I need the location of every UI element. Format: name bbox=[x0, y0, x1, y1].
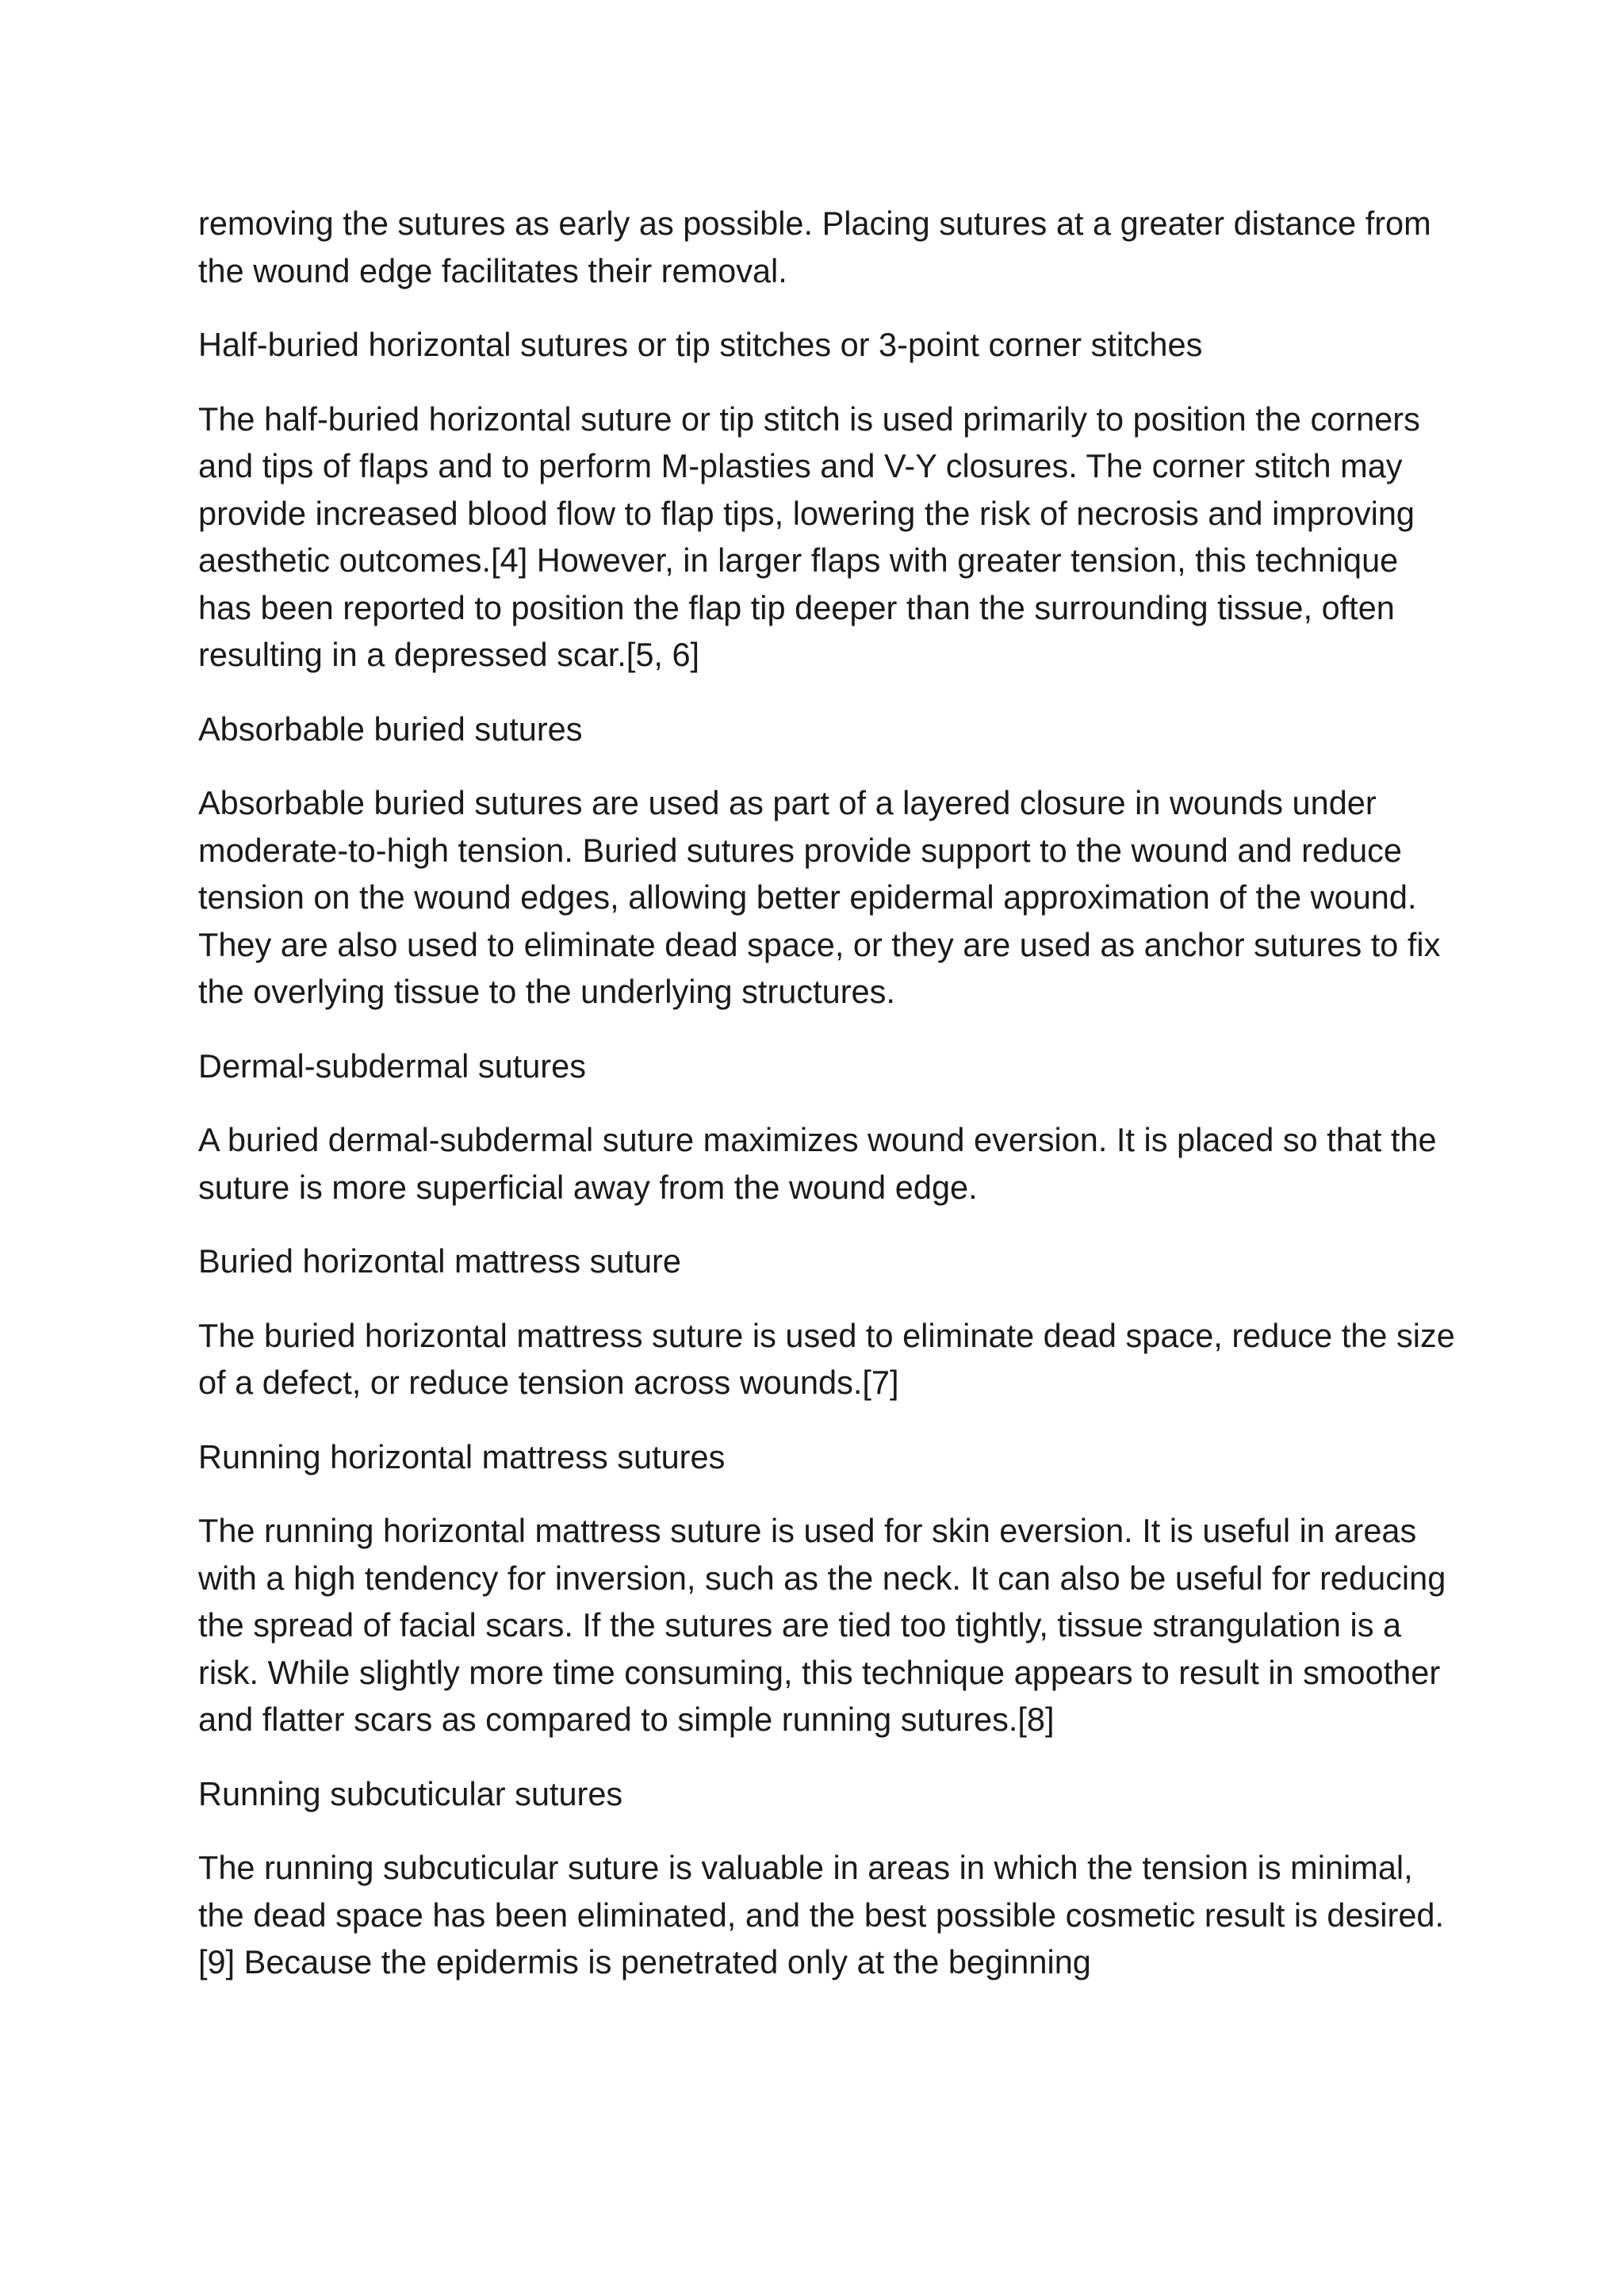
paragraph-buried-horizontal-mattress: The buried horizontal mattress suture is used to eliminate dead space, reduce the size of a defect, or reduce tension across wounds.[7] bbox=[198, 1316, 1455, 1401]
heading-running-subcuticular: Running subcuticular sutures bbox=[198, 1774, 623, 1812]
heading-dermal-subdermal-sutures: Dermal-subdermal sutures bbox=[198, 1047, 586, 1085]
paragraph-running-horizontal-mattress: The running horizontal mattress suture is used for skin eversion. It is useful in areas with a high tendency for inversion, such as the neck. It can also be useful for reducing the spread of facial scars. If the sutures are tied too tightly, tissue strangulation is a risk. While slightly more time consuming, this technique appears to result in smoother and flatter scars as compared to simple running sutures.[8] bbox=[198, 1512, 1446, 1738]
document-page bbox=[198, 200, 1459, 2013]
heading-half-buried-sutures: Half-buried horizontal sutures or tip stitches or 3-point corner stitches bbox=[198, 326, 1203, 363]
heading-running-horizontal-mattress: Running horizontal mattress sutures bbox=[198, 1437, 726, 1475]
paragraph-dermal-subdermal-sutures: A buried dermal-subdermal suture maximizes wound eversion. It is placed so that the suture is more superficial away from the wound edge. bbox=[198, 1121, 1437, 1206]
paragraph-absorbable-buried-sutures: Absorbable buried sutures are used as part of a layered closure in wounds under moderate-to-high tension. Buried sutures provide support to the wound and reduce tension on the wound edges, allowing better epidermal approximation of the wound. They are also used to eliminate dead space, or they are used as anchor sutures to fix the overlying tissue to the underlying structures. bbox=[198, 784, 1441, 1010]
paragraph-running-subcuticular: The running subcuticular suture is valuable in areas in which the tension is minimal, the dead space has been eliminated, and the best possible cosmetic result is desired.[9] Because the epidermis is penetrated only at the beginning bbox=[198, 1849, 1445, 1980]
heading-absorbable-buried-sutures: Absorbable buried sutures bbox=[198, 710, 583, 748]
paragraph-half-buried-sutures: The half-buried horizontal suture or tip stitch is used primarily to position the corners and tips of flaps and to perform M-plasties and V-Y closures. The corner stitch may provide increased blood flow to flap tips, lowering the risk of necrosis and improving aesthetic outcomes.[4] However, in larger flaps with greater tension, this technique has been reported to position the flap tip deeper than the surrounding tissue, often resulting in a depressed scar.[5, 6] bbox=[198, 400, 1420, 673]
heading-buried-horizontal-mattress: Buried horizontal mattress suture bbox=[198, 1242, 681, 1280]
paragraph-suture-removal: removing the sutures as early as possible. Placing sutures at a greater distance from the wound edge facilitates their removal. bbox=[198, 205, 1431, 289]
